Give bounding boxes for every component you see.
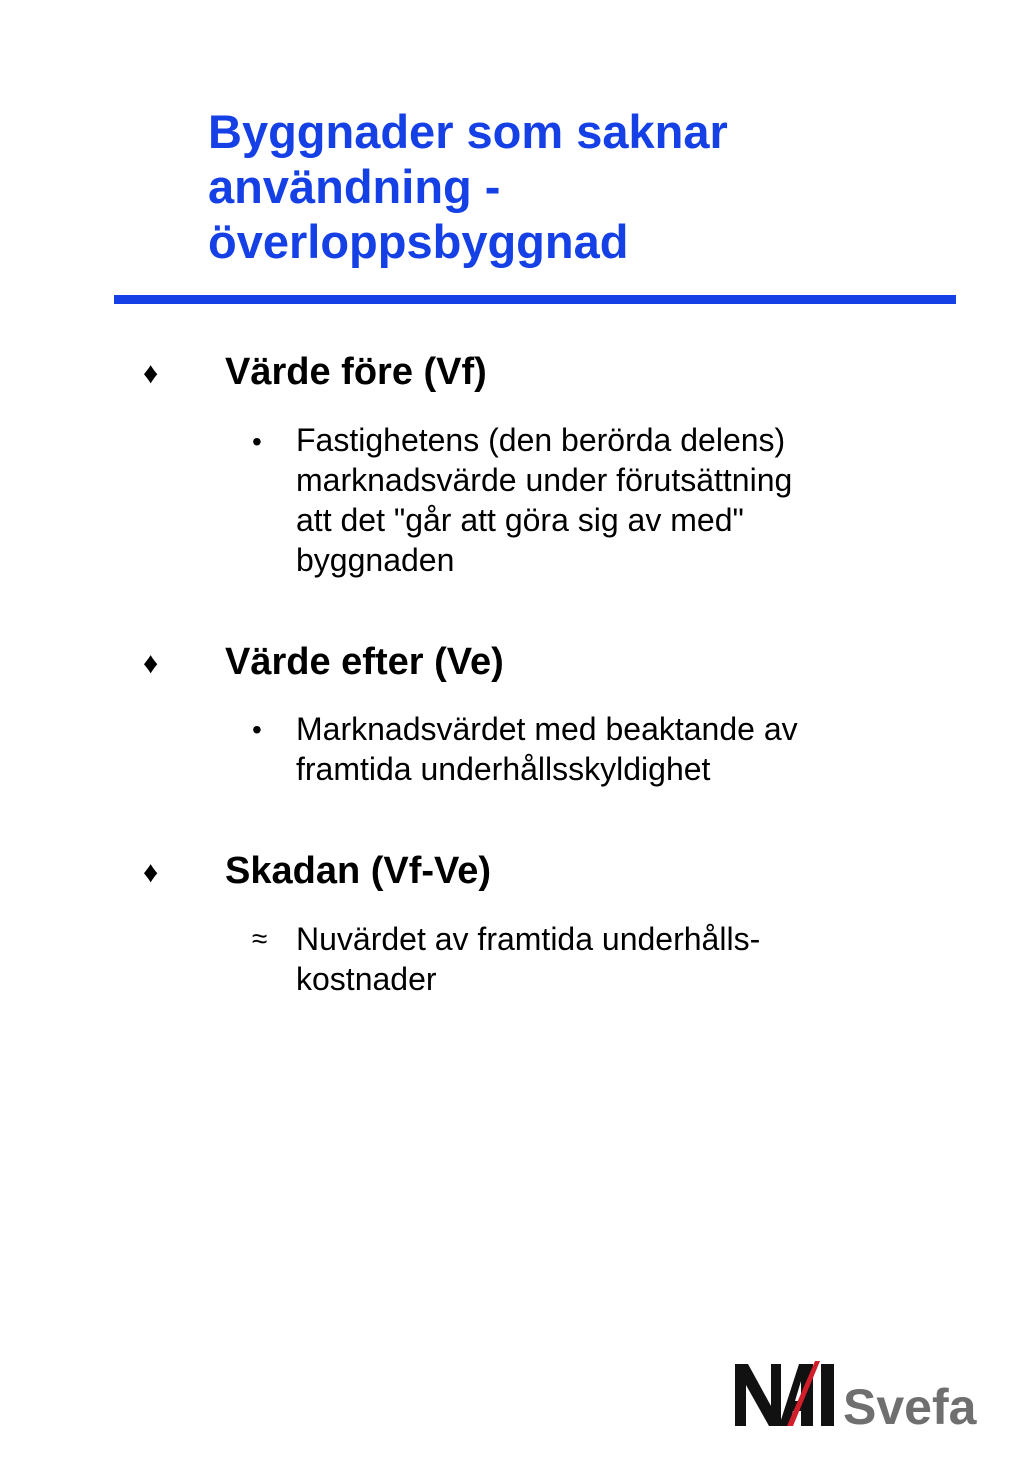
logo-n-shape — [735, 1364, 781, 1426]
description-line: att det "går att göra sig av med" — [296, 502, 744, 538]
nai-svefa-logo — [735, 1361, 995, 1429]
description-line: Fastighetens (den berörda delens) — [296, 422, 786, 458]
approx-bullet-icon: ≈ — [252, 923, 268, 954]
section-description — [296, 919, 936, 999]
title-divider — [114, 295, 956, 304]
page-title — [208, 104, 968, 269]
description-line: byggnaden — [296, 542, 455, 578]
description-line: Nuvärdet av framtida underhålls- — [296, 921, 761, 957]
title-line: användning - — [208, 160, 501, 213]
title-line: Byggnader som saknar — [208, 105, 728, 158]
description-line: kostnader — [296, 961, 437, 997]
diamond-bullet-icon: ♦ — [143, 357, 159, 390]
section-description — [296, 420, 936, 580]
section-description — [296, 709, 936, 789]
diamond-bullet-icon: ♦ — [143, 647, 159, 680]
section-heading: Skadan (Vf-Ve) — [225, 850, 492, 892]
description-line: marknadsvärde under förutsättning — [296, 462, 793, 498]
logo-brand-text: Svefa — [843, 1379, 977, 1429]
section-heading: Värde före (Vf) — [225, 351, 487, 393]
dot-bullet-icon: • — [252, 714, 262, 745]
diamond-bullet-icon: ♦ — [143, 856, 159, 889]
section-heading: Värde efter (Ve) — [225, 641, 504, 683]
logo-i-shape — [821, 1364, 834, 1426]
dot-bullet-icon: • — [252, 426, 262, 457]
description-line: Marknadsvärdet med beaktande av — [296, 711, 798, 747]
title-line: överloppsbyggnad — [208, 215, 629, 268]
description-line: framtida underhållsskyldighet — [296, 751, 711, 787]
